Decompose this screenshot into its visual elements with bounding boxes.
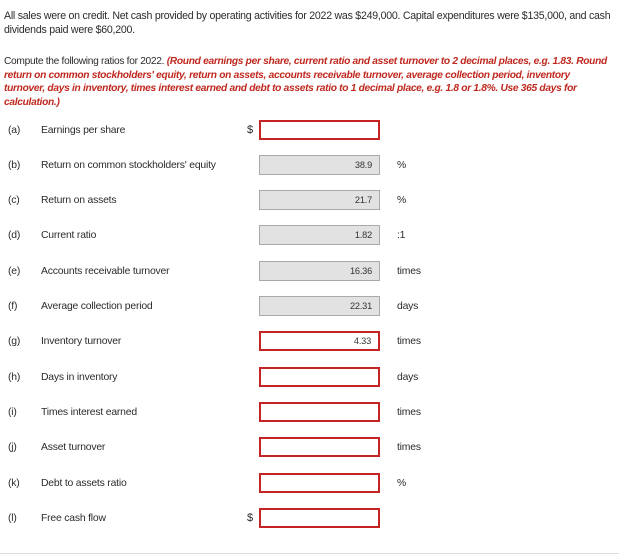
answer-input-free-cash-flow[interactable] [259,508,380,528]
bottom-divider [0,553,619,554]
answer-input-average-collection-period[interactable]: 22.31 [259,296,380,316]
instructions-rounding-note: (Round earnings per share, current ratio and asset turnover to 2 decimal places, e.g. 1.83. Round return on common stockholders' equity, return on assets, accounts receivable turnover, average collection period, inventory turnover, days in inventory, times interest earned and debt to assets ratio to 1 decimal place, e.g. 1.8 or 1.8%. Use 365 days for calculation.) [4,56,607,108]
row-letter: (j) [8,442,17,453]
unit-label: % [397,478,407,489]
currency-symbol: $ [247,512,253,524]
answer-row-c [0,190,619,212]
row-label: Return on assets [41,195,117,206]
answer-row-d [0,225,619,247]
answer-row-l [0,508,619,530]
instructions [4,55,610,109]
row-label: Earnings per share [41,125,126,136]
answer-input-earnings-per-share[interactable] [259,120,380,140]
answer-row-k [0,473,619,495]
row-letter: (l) [8,513,17,524]
row-label: Times interest earned [41,407,137,418]
problem-intro: All sales were on credit. Net cash provided by operating activities for 2022 was $249,000. Capital expenditures were $135,000, and cash dividends paid were $60,200. [4,10,611,37]
row-letter: (a) [8,125,21,136]
row-letter: (g) [8,336,21,347]
answer-input-times-interest-earned[interactable] [259,402,380,422]
unit-label: times [397,336,421,347]
answer-input-asset-turnover[interactable] [259,437,380,457]
row-letter: (i) [8,407,17,418]
instructions-lead: Compute the following ratios for 2022. [4,56,167,67]
answer-row-e [0,261,619,283]
answer-input-inventory-turnover[interactable]: 4.33 [259,331,380,351]
answer-row-g [0,331,619,353]
answer-input-receivable-turnover[interactable]: 16.36 [259,261,380,281]
row-letter: (k) [8,478,20,489]
row-label: Accounts receivable turnover [41,266,170,277]
answer-input-days-in-inventory[interactable] [259,367,380,387]
unit-label: :1 [397,230,406,241]
row-label: Days in inventory [41,372,118,383]
row-letter: (e) [8,266,21,277]
unit-label: times [397,266,421,277]
unit-label: % [397,195,407,206]
unit-label: days [397,372,419,383]
answer-row-j [0,437,619,459]
answer-input-current-ratio[interactable]: 1.82 [259,225,380,245]
answer-input-return-on-equity[interactable]: 38.9 [259,155,380,175]
row-label: Free cash flow [41,513,106,524]
row-label: Average collection period [41,301,153,312]
row-letter: (d) [8,230,21,241]
answer-input-debt-to-assets[interactable] [259,473,380,493]
row-label: Current ratio [41,230,97,241]
unit-label: times [397,407,421,418]
answer-row-i [0,402,619,424]
currency-symbol: $ [247,124,253,136]
row-letter: (f) [8,301,18,312]
answer-row-h [0,367,619,389]
row-letter: (h) [8,372,21,383]
row-label: Debt to assets ratio [41,478,127,489]
row-label: Inventory turnover [41,336,122,347]
unit-label: times [397,442,421,453]
row-label: Asset turnover [41,442,106,453]
row-letter: (b) [8,160,21,171]
answer-input-return-on-assets[interactable]: 21.7 [259,190,380,210]
unit-label: days [397,301,419,312]
answer-row-a [0,120,619,142]
unit-label: % [397,160,407,171]
row-letter: (c) [8,195,20,206]
answer-row-b [0,155,619,177]
answer-row-f [0,296,619,318]
row-label: Return on common stockholders' equity [41,160,216,171]
